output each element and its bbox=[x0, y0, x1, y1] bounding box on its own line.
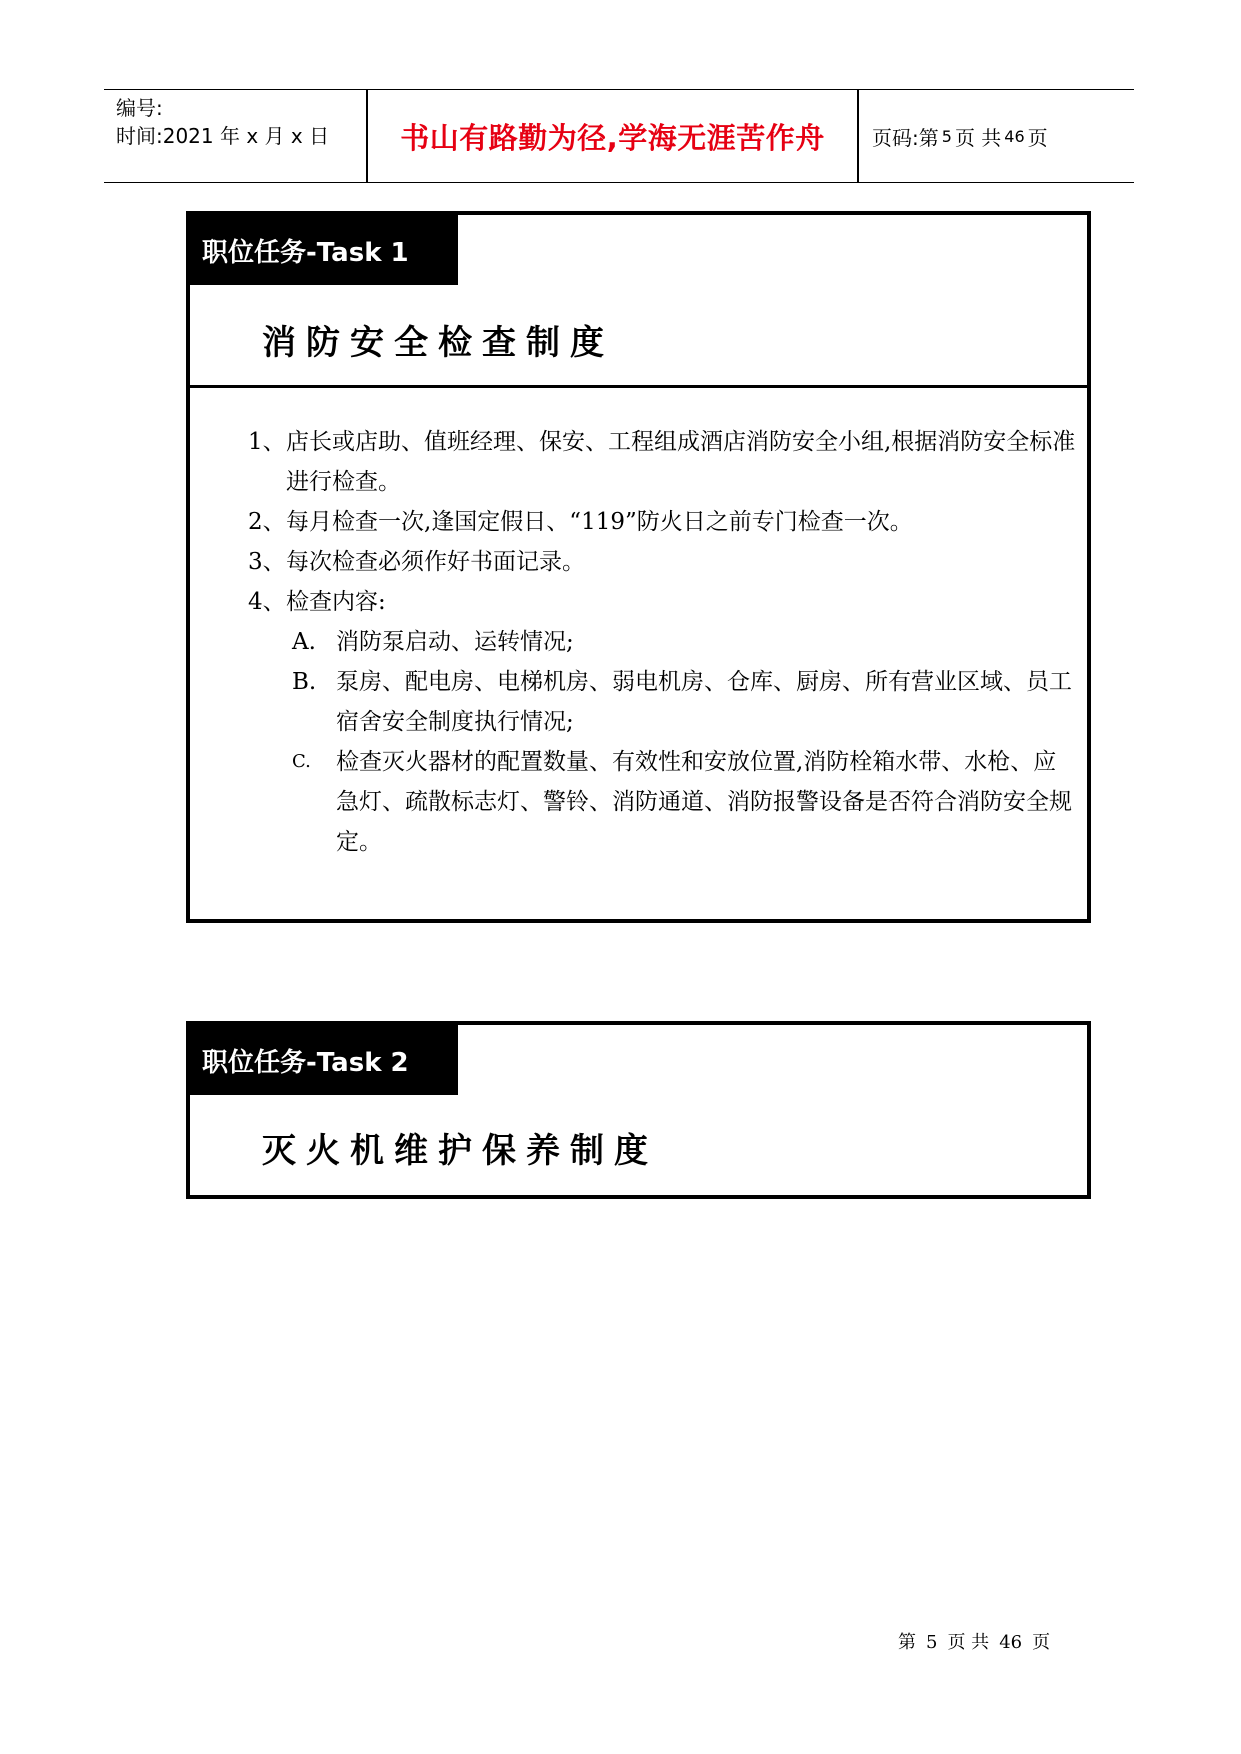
list-item: 4、 检查内容: bbox=[248, 589, 386, 615]
page-header bbox=[104, 89, 1134, 183]
task-1-content bbox=[248, 422, 1078, 862]
page-footer bbox=[898, 1628, 1060, 1654]
footer-suffix: 页 bbox=[1032, 1632, 1051, 1653]
header-page-suffix: 页 bbox=[1027, 125, 1048, 150]
footer-page: 5 bbox=[926, 1632, 938, 1653]
header-page-num: 5 bbox=[941, 126, 952, 146]
footer-mid: 页 共 bbox=[947, 1632, 990, 1653]
header-date: 时间:2021 年 x 月 x 日 bbox=[116, 124, 330, 148]
task-2-title: 灭火机维护保养制度 bbox=[262, 1131, 658, 1171]
task-1-box bbox=[186, 211, 1091, 923]
footer-total: 46 bbox=[999, 1632, 1023, 1653]
task-1-separator bbox=[190, 385, 1087, 388]
header-divider bbox=[857, 90, 859, 182]
header-page-mid: 页 共 bbox=[954, 125, 1002, 150]
list-item: 1、 店长或店助、值班经理、保安、工程组成酒店消防安全小组,根据消防安全标准进行检查。 bbox=[248, 429, 1076, 495]
task-2-box bbox=[186, 1021, 1091, 1199]
task-1-title: 消防安全检查制度 bbox=[262, 323, 614, 363]
header-page-total: 46 bbox=[1004, 126, 1025, 146]
list-item: 2、 每月检查一次,逢国定假日、“119”防火日之前专门检查一次。 bbox=[248, 509, 913, 535]
header-page-prefix: 页码:第 bbox=[872, 125, 939, 150]
header-meta bbox=[116, 94, 366, 150]
sub-list-item: B. 泵房、配电房、电梯机房、弱电机房、仓库、厨房、所有营业区域、员工宿舍安全制度执行情况; bbox=[292, 669, 1072, 735]
sub-list-item: A. 消防泵启动、运转情况; bbox=[292, 629, 574, 655]
header-number-label: 编号: bbox=[116, 96, 163, 120]
list-item: 3、 每次检查必须作好书面记录。 bbox=[248, 549, 585, 575]
task-2-tab: 职位任务-Task 2 bbox=[190, 1025, 458, 1095]
sub-list-item: C. 检查灭火器材的配置数量、有效性和安放位置,消防栓箱水带、水枪、应急灯、疏散标志灯、警铃、消防通道、消防报警设备是否符合消防安全规定。 bbox=[292, 749, 1072, 855]
task-1-tab: 职位任务-Task 1 bbox=[190, 215, 458, 285]
header-page-info bbox=[872, 90, 1048, 182]
footer-prefix: 第 bbox=[898, 1632, 916, 1653]
header-motto: 书山有路勤为径,学海无涯苦作舟 bbox=[400, 120, 825, 155]
